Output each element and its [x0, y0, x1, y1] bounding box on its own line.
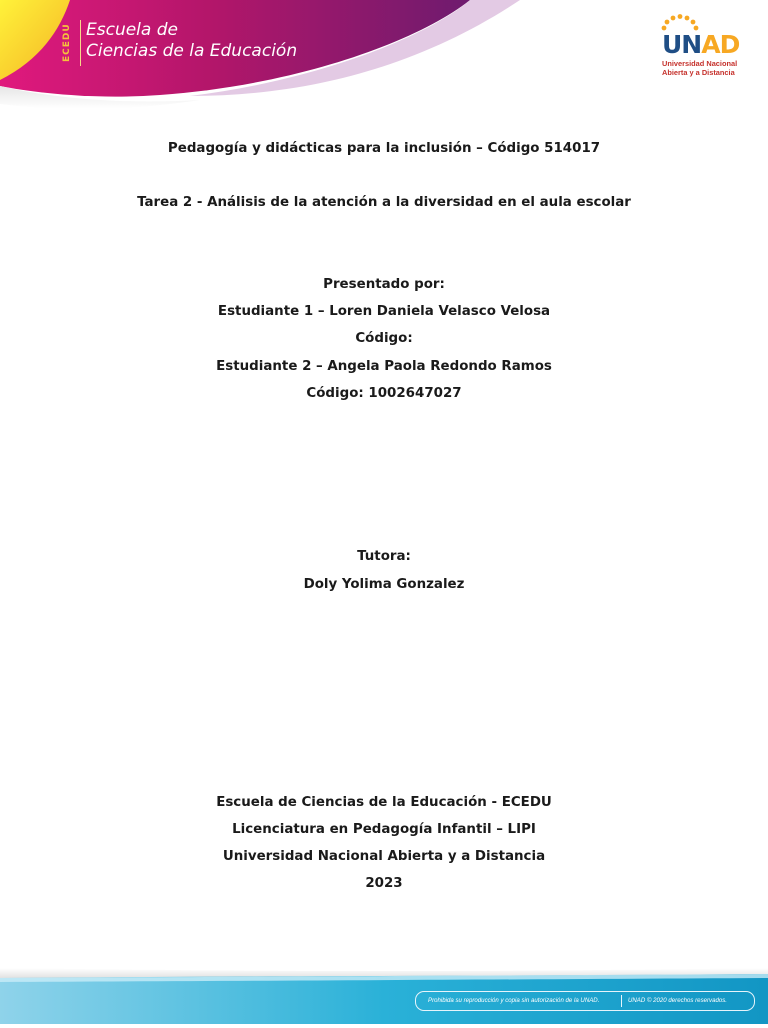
school-name: Escuela de Ciencias de la Educación - ECEDU [216, 795, 552, 810]
year: 2023 [365, 876, 403, 891]
task-title: Tarea 2 - Análisis de la atención a la diversidad en el aula escolar [137, 195, 631, 210]
school-title-line1: Escuela de [86, 20, 178, 40]
unad-letters-accent: AD [701, 30, 740, 59]
unad-name-line1: Universidad Nacional [662, 59, 738, 68]
presented-by-label: Presentado por: [323, 277, 445, 292]
student-2-name: Estudiante 2 – Angela Paola Redondo Ramos [216, 359, 552, 374]
school-title [86, 20, 346, 62]
course-title: Pedagogía y didácticas para la inclusión – Código 514017 [167, 141, 601, 156]
footer-notice: Prohibida su reproducción y copia sin autorización de la UNAD. [428, 997, 600, 1004]
footer-copyright: UNAD © 2020 derechos reservados. [628, 997, 727, 1004]
university-name: Universidad Nacional Abierta y a Distancia [222, 849, 546, 864]
student-1-code: Código: [355, 331, 413, 346]
tutor-label: Tutora: [357, 549, 411, 564]
student-1-name: Estudiante 1 – Loren Daniela Velasco Velosa [217, 304, 551, 319]
student-2-code: Código: 1002647027 [306, 386, 462, 401]
header-divider [80, 20, 81, 66]
unad-logo-name [662, 59, 752, 77]
unad-name-line2: Abierta y a Distancia [662, 68, 735, 77]
school-title-line2: Ciencias de la Educación [86, 41, 298, 61]
footer-notice-pill [415, 991, 755, 1011]
unad-logo [656, 14, 748, 80]
ecedu-vertical-tag: ECEDU [62, 23, 72, 63]
unad-logo-letters [662, 30, 739, 59]
tutor-name: Doly Yolima Gonzalez [303, 577, 465, 592]
unad-letters-main: UN [662, 30, 702, 59]
footer-separator [621, 995, 622, 1007]
program-name: Licenciatura en Pedagogía Infantil – LIPI [232, 822, 536, 837]
